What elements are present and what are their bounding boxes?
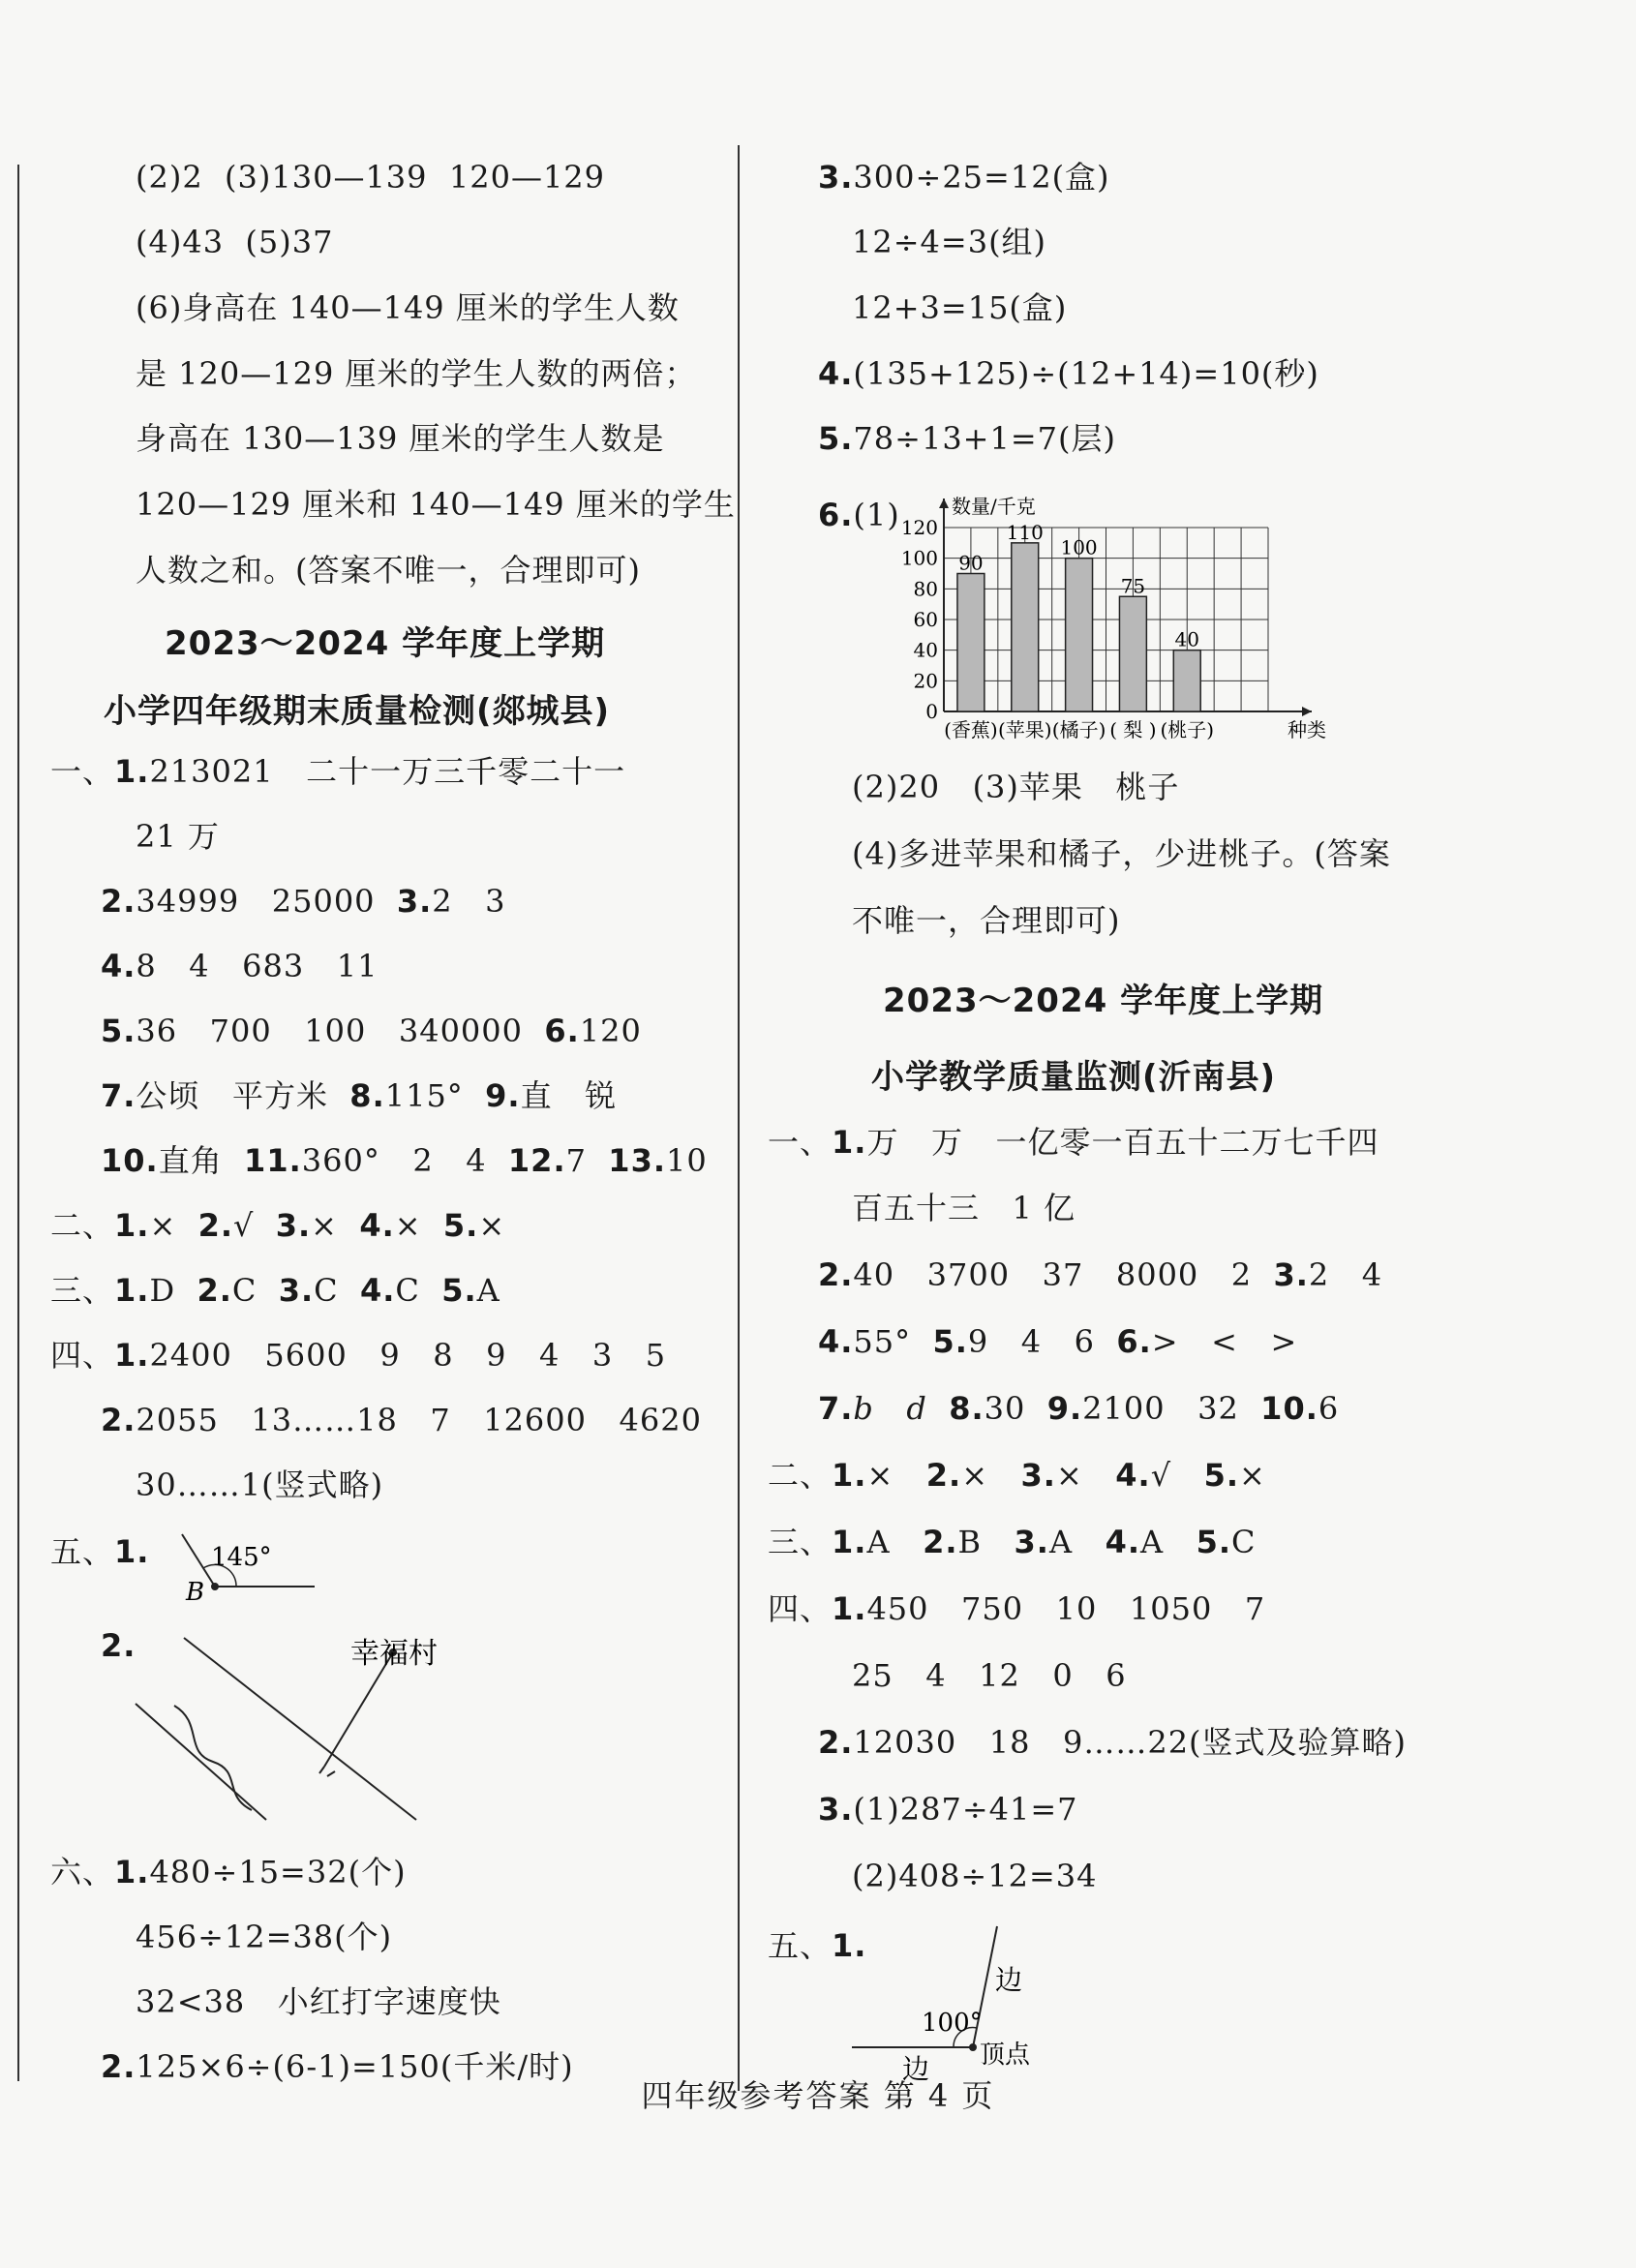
y-tick-label: 60: [913, 608, 938, 631]
vertex-label: 顶点: [980, 2041, 1031, 2070]
village-label: 幸福村: [350, 1637, 438, 1671]
y-axis-label: 数量/千克: [952, 495, 1036, 518]
answer-line: 一、1.213021 二十一万三千零二十一: [50, 753, 626, 790]
answer-line: 身高在 130—139 厘米的学生人数是: [136, 420, 665, 457]
y-tick-label: 120: [900, 516, 938, 539]
answer-line: 21 万: [136, 818, 220, 855]
answer-line: 百五十三 1 亿: [852, 1190, 1076, 1226]
answer-line: 3.300÷25=12(盒): [818, 159, 1110, 196]
y-tick-label: 0: [925, 700, 938, 723]
answer-line: 25 4 12 0 6: [852, 1657, 1127, 1694]
bar: [1119, 596, 1146, 711]
answer-line: (2)20 (3)苹果 桃子: [852, 769, 1180, 805]
answer-line: 三、1.A 2.B 3.A 4.A 5.C: [768, 1524, 1257, 1560]
answer-line: 5.36 700 100 340000 6.120: [101, 1013, 642, 1049]
answer-line: (6)身高在 140—149 厘米的学生人数: [136, 289, 680, 326]
x-axis-arrow: [1302, 707, 1312, 716]
answer-line: 人数之和。(答案不唯一，合理即可): [136, 552, 641, 589]
answer-line: 二、1.× 2.× 3.× 4.√ 5.×: [768, 1457, 1266, 1494]
section-title: 2023～2024 学年度上学期: [883, 982, 1324, 1020]
answer-line: (4)多进苹果和橘子，少进桃子。(答案: [852, 835, 1391, 872]
answer-line: 是 120—129 厘米的学生人数的两倍；: [136, 355, 697, 392]
answer-line: 120—129 厘米和 140—149 厘米的学生: [136, 486, 736, 523]
x-axis-label: 种类: [1288, 718, 1326, 741]
bar-value-label: 100: [1060, 535, 1098, 559]
answer-line: 30……1(竖式略): [136, 1467, 384, 1503]
answer-line: 4.(135+125)÷(12+14)=10(秒): [818, 355, 1319, 392]
answer-line: 4.8 4 683 11: [101, 948, 379, 984]
bar: [1012, 543, 1039, 711]
answer-line: 456÷12=38(个): [136, 1919, 393, 1955]
bar-value-label: 90: [958, 551, 984, 575]
answer-line: 7.b d 8.30 9.2100 32 10.6: [818, 1390, 1340, 1427]
answer-line: 六、1.480÷15=32(个): [50, 1854, 407, 1890]
section-subtitle: 小学教学质量监测(沂南县): [871, 1058, 1277, 1097]
y-axis-arrow: [939, 499, 949, 508]
bar: [1173, 650, 1200, 711]
x-tick-label: (橘子): [1051, 718, 1106, 741]
x-tick-label: (香蕉): [944, 718, 998, 741]
angle-label: 100°: [922, 2009, 983, 2038]
y-tick-label: 20: [913, 669, 938, 693]
answer-line: 二、1.× 2.√ 3.× 4.× 5.×: [50, 1207, 506, 1244]
angle-figure-145: [165, 1525, 329, 1602]
bar: [957, 574, 985, 712]
answer-line: 不唯一，合理即可): [852, 902, 1121, 939]
answer-line: 2.125×6÷(6-1)=150(千米/时): [101, 2048, 574, 2085]
river-village-figure: [126, 1617, 455, 1830]
answer-line: 5.78÷13+1=7(层): [818, 420, 1116, 457]
section-subtitle: 小学四年级期末质量检测(郯城县): [104, 692, 611, 731]
answer-line: 12+3=15(盒): [852, 289, 1068, 326]
answer-line: 10.直角 11.360° 2 4 12.7 13.10: [101, 1142, 708, 1179]
answer-line: 四、1.450 750 10 1050 7: [768, 1590, 1266, 1627]
bar: [1066, 559, 1093, 711]
answer-line: 2.34999 25000 3.2 3: [101, 883, 506, 920]
bar-value-label: 110: [1006, 520, 1044, 544]
answer-line: (2)408÷12=34: [852, 1858, 1098, 1894]
answer-line: 五、1.: [768, 1927, 867, 1964]
answer-line: 2.: [101, 1627, 136, 1664]
answer-line: 三、1.D 2.C 3.C 4.C 5.A: [50, 1272, 500, 1309]
y-tick-label: 80: [913, 577, 938, 601]
answer-line: 12÷4=3(组): [852, 224, 1047, 260]
answer-line: 2.2055 13……18 7 12600 4620: [101, 1402, 702, 1438]
x-tick-label: (桃子): [1160, 718, 1215, 741]
x-tick-label: ( 梨 ): [1109, 718, 1157, 741]
side-label: 边: [995, 1964, 1023, 1996]
x-tick-label: (苹果): [997, 718, 1052, 741]
answer-line: 6.(1): [818, 497, 900, 533]
y-tick-label: 40: [913, 638, 938, 662]
answer-line: 一、1.万 万 一亿零一百五十二万七千四: [768, 1124, 1379, 1161]
answer-line: 3.(1)287÷41=7: [818, 1791, 1078, 1828]
angle-label: 145°: [211, 1543, 272, 1572]
answer-line: 2.12030 18 9……22(竖式及验算略): [818, 1724, 1408, 1761]
page-footer: 四年级参考答案 第 4 页: [641, 2077, 995, 2114]
answer-line: 四、1.2400 5600 9 8 9 4 3 5: [50, 1337, 667, 1374]
point-label: B: [186, 1578, 205, 1602]
section-title: 2023～2024 学年度上学期: [165, 624, 606, 663]
side-label: 边: [902, 2053, 930, 2081]
answer-line: 7.公顷 平方米 8.115° 9.直 锐: [101, 1077, 618, 1114]
answer-line: 32<38 小红打字速度快: [136, 1983, 501, 2020]
answer-line: 4.55° 5.9 4 6 6.> < >: [818, 1323, 1298, 1360]
left-margin-rule: [17, 165, 19, 2081]
answer-line: 2.40 3700 37 8000 2 3.2 4: [818, 1256, 1383, 1293]
bar-value-label: 40: [1174, 627, 1199, 651]
angle-figure-100: [842, 1921, 1065, 2081]
answer-line: (4)43 (5)37: [136, 224, 334, 260]
y-tick-label: 100: [900, 546, 938, 570]
answer-line: 五、1.: [50, 1533, 150, 1570]
bar-value-label: 75: [1120, 574, 1146, 598]
answer-line: (2)2 (3)130—139 120—129: [136, 159, 606, 196]
bar-chart: [895, 489, 1399, 741]
column-divider: [738, 145, 740, 2091]
